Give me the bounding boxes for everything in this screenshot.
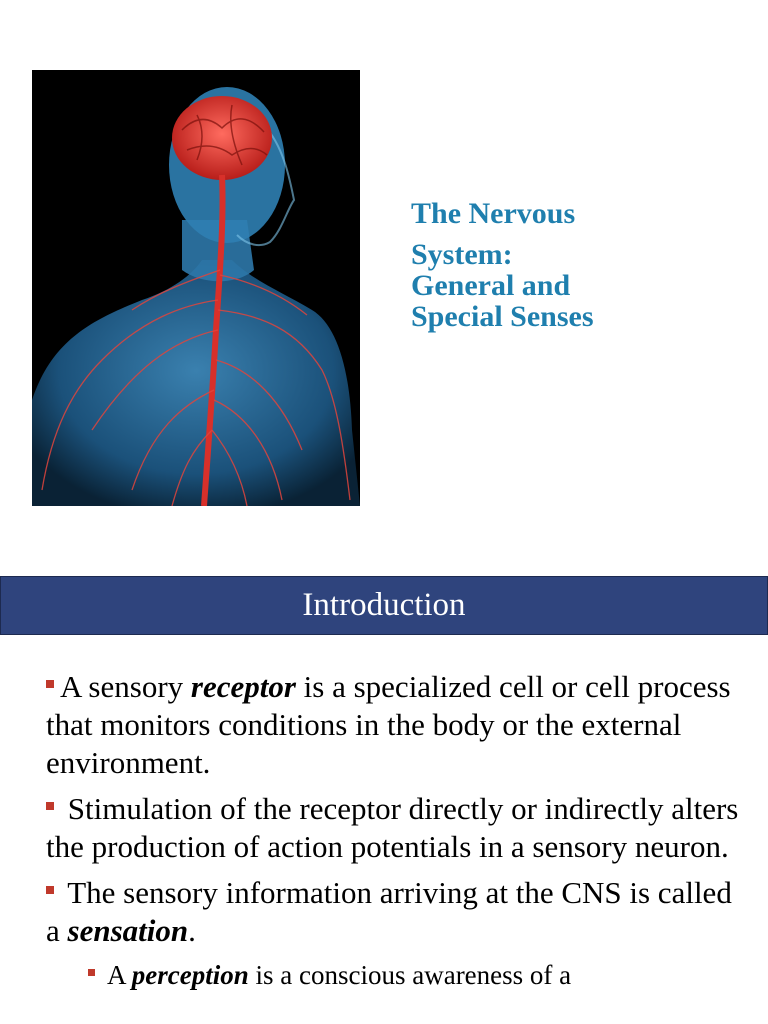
slide-content: [46, 668, 746, 992]
sub-bullet-item: [88, 958, 746, 992]
bullet-text: Stimulation of the receptor directly or indirectly alters the production of action potentials in a sensory neuron.: [46, 791, 739, 864]
bullet-item: [46, 874, 746, 950]
bullet-text: is a specialized cell or cell process that monitors conditions in the body or the external environment.: [46, 669, 731, 780]
bullet-text: The sensory information arriving at the CNS is called a: [46, 875, 732, 948]
square-bullet-icon: [46, 886, 54, 894]
bullet-emphasis: receptor: [190, 669, 296, 704]
title-line-1: The Nervous: [411, 197, 576, 230]
bullet-item: [46, 668, 746, 782]
bullet-text: .: [188, 913, 196, 948]
bullet-emphasis: sensation: [67, 913, 189, 948]
bullet-item: [46, 790, 746, 866]
bullet-text: A sensory: [60, 669, 191, 704]
square-bullet-icon: [46, 802, 54, 810]
square-bullet-icon: [46, 680, 54, 688]
square-bullet-icon: [88, 969, 95, 976]
title-line-3: General and: [411, 269, 571, 302]
bullet-text: A: [107, 960, 132, 990]
nervous-system-figure: [32, 70, 360, 506]
bullet-emphasis: perception: [131, 960, 249, 990]
section-header: Introduction: [0, 576, 768, 635]
slide-title-text: [411, 198, 711, 332]
title-line-4: Special Senses: [411, 300, 594, 333]
bullet-text: is a conscious awareness of a: [248, 960, 572, 990]
nervous-system-illustration: [32, 70, 360, 506]
title-line-2: System:: [411, 238, 513, 271]
